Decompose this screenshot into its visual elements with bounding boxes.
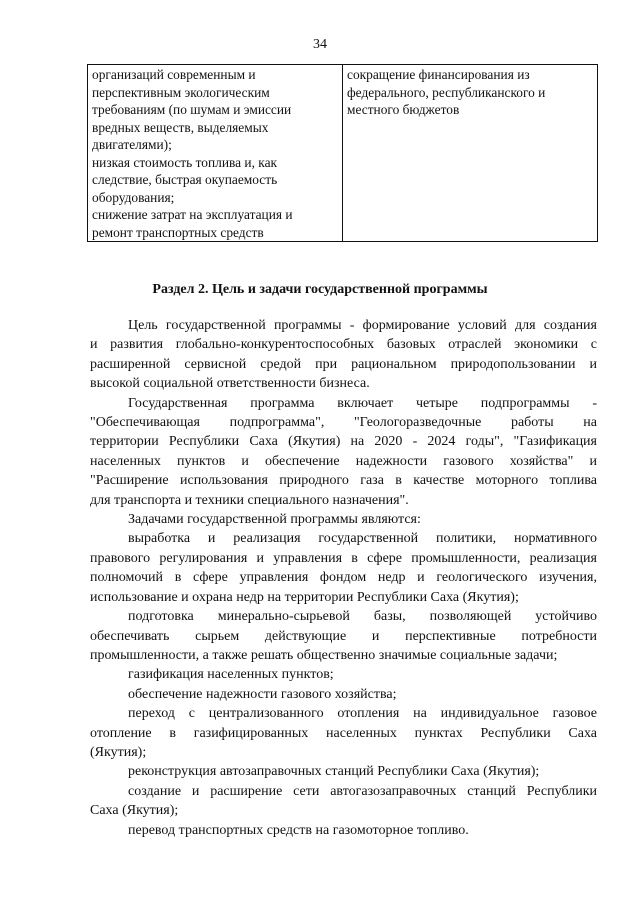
paragraph (90, 394, 597, 510)
body-text (90, 316, 597, 840)
paragraph-line: (Якутия); (90, 744, 147, 760)
paragraph-line: правового регулирования и управления в сфере промышленности, реализация (90, 550, 597, 566)
table-cell-line: двигателями); (92, 137, 172, 152)
paragraph-line: отопление в газифицированных населенных пунктах Республики Саха (90, 725, 597, 741)
paragraph-line: территории Республики Саха (Якутия) на 2020 - 2024 годы", "Газификация (90, 434, 597, 450)
table-cell-line: снижение затрат на эксплуатация и (92, 207, 293, 222)
table-cell-line: перспективным экологическим (92, 84, 270, 100)
paragraph-line: полномочий в сфере управления фондом недр и геологического изучения, (90, 570, 597, 586)
paragraph-line: создание и расширение сети автогазозаправочных станций Республики (128, 783, 597, 799)
paragraph (90, 704, 597, 762)
paragraph-line: Цель государственной программы - формирование условий для создания (128, 318, 597, 333)
table-cell-line: низкая стоимость топлива и, как (92, 154, 278, 170)
paragraph-line: выработка и реализация государственной политики, нормативного (128, 531, 597, 547)
table-cell-line: ремонт транспортных средств (92, 224, 264, 240)
paragraph-line: обеспечение надежности газового хозяйства; (128, 686, 397, 702)
page-number: 34 (313, 37, 327, 52)
paragraph-line: реконструкция автозаправочных станций Республики Саха (Якутия); (128, 764, 540, 780)
paragraph-line: "Расширение использования природного газа в качестве моторного топлива (90, 473, 597, 489)
paragraph (90, 782, 597, 821)
paragraph-line: Саха (Якутия); (90, 803, 179, 819)
table-cell-line: местного бюджетов (347, 102, 460, 117)
paragraph-line: Задачами государственной программы являются: (128, 512, 421, 528)
table-cell-line: требованиям (по шумам и эмиссии (92, 102, 292, 117)
paragraph-line: Государственная программа включает четыре подпрограммы - (128, 395, 597, 411)
table-cell-right (343, 65, 598, 242)
table-cell-line: федерального, республиканского и (347, 84, 546, 100)
paragraph (90, 316, 597, 394)
paragraph (90, 510, 597, 529)
continued-table (87, 64, 598, 242)
table-cell-line: сокращение финансирования из (347, 67, 530, 82)
table-cell-line: вредных веществ, выделяемых (92, 119, 269, 135)
section-title: Раздел 2. Цель и задачи государственной программы (152, 282, 488, 297)
table-cell-line: оборудования; (92, 189, 175, 205)
paragraph (90, 665, 597, 684)
paragraph-line: переход с централизованного отопления на индивидуальное газовое (128, 706, 597, 722)
paragraph-line: промышленности, а также решать общественно значимые социальные задачи; (90, 647, 558, 663)
paragraph-line: перевод транспортных средств на газомоторное топливо. (128, 822, 469, 838)
paragraph-line: и развития глобально-конкурентоспособных базовых отраслей экономики с (90, 337, 597, 353)
paragraph-line: для транспорта и техники специального назначения". (90, 492, 409, 508)
paragraph (90, 607, 597, 665)
table-cell-line: следствие, быстрая окупаемость (92, 172, 278, 187)
table-row (88, 65, 598, 242)
paragraph (90, 821, 597, 840)
paragraph-line: использование и охрана недр на территории Республики Саха (Якутия); (90, 589, 519, 605)
paragraph-line: высокой социальной ответственности бизнеса. (90, 376, 370, 392)
paragraph-line: расширенной сервисной средой при рациональном природопользовании и (90, 356, 597, 372)
paragraph-line: подготовка минерально-сырьевой базы, позволяющей устойчиво (128, 609, 597, 625)
paragraph (90, 529, 597, 607)
paragraph-line: обеспечивать сырьем действующие и перспективные потребности (90, 628, 597, 644)
paragraph (90, 685, 597, 704)
table-cell-line: организаций современным и (92, 67, 256, 82)
paragraph-line: населенных пунктов и обеспечение надежности газового хозяйства" и (90, 453, 597, 469)
paragraph-line: газификация населенных пунктов; (128, 667, 334, 683)
paragraph-line: "Обеспечивающая подпрограмма", "Геологоразведочные работы на (90, 415, 597, 431)
paragraph (90, 762, 597, 781)
table-cell-left (88, 65, 343, 242)
